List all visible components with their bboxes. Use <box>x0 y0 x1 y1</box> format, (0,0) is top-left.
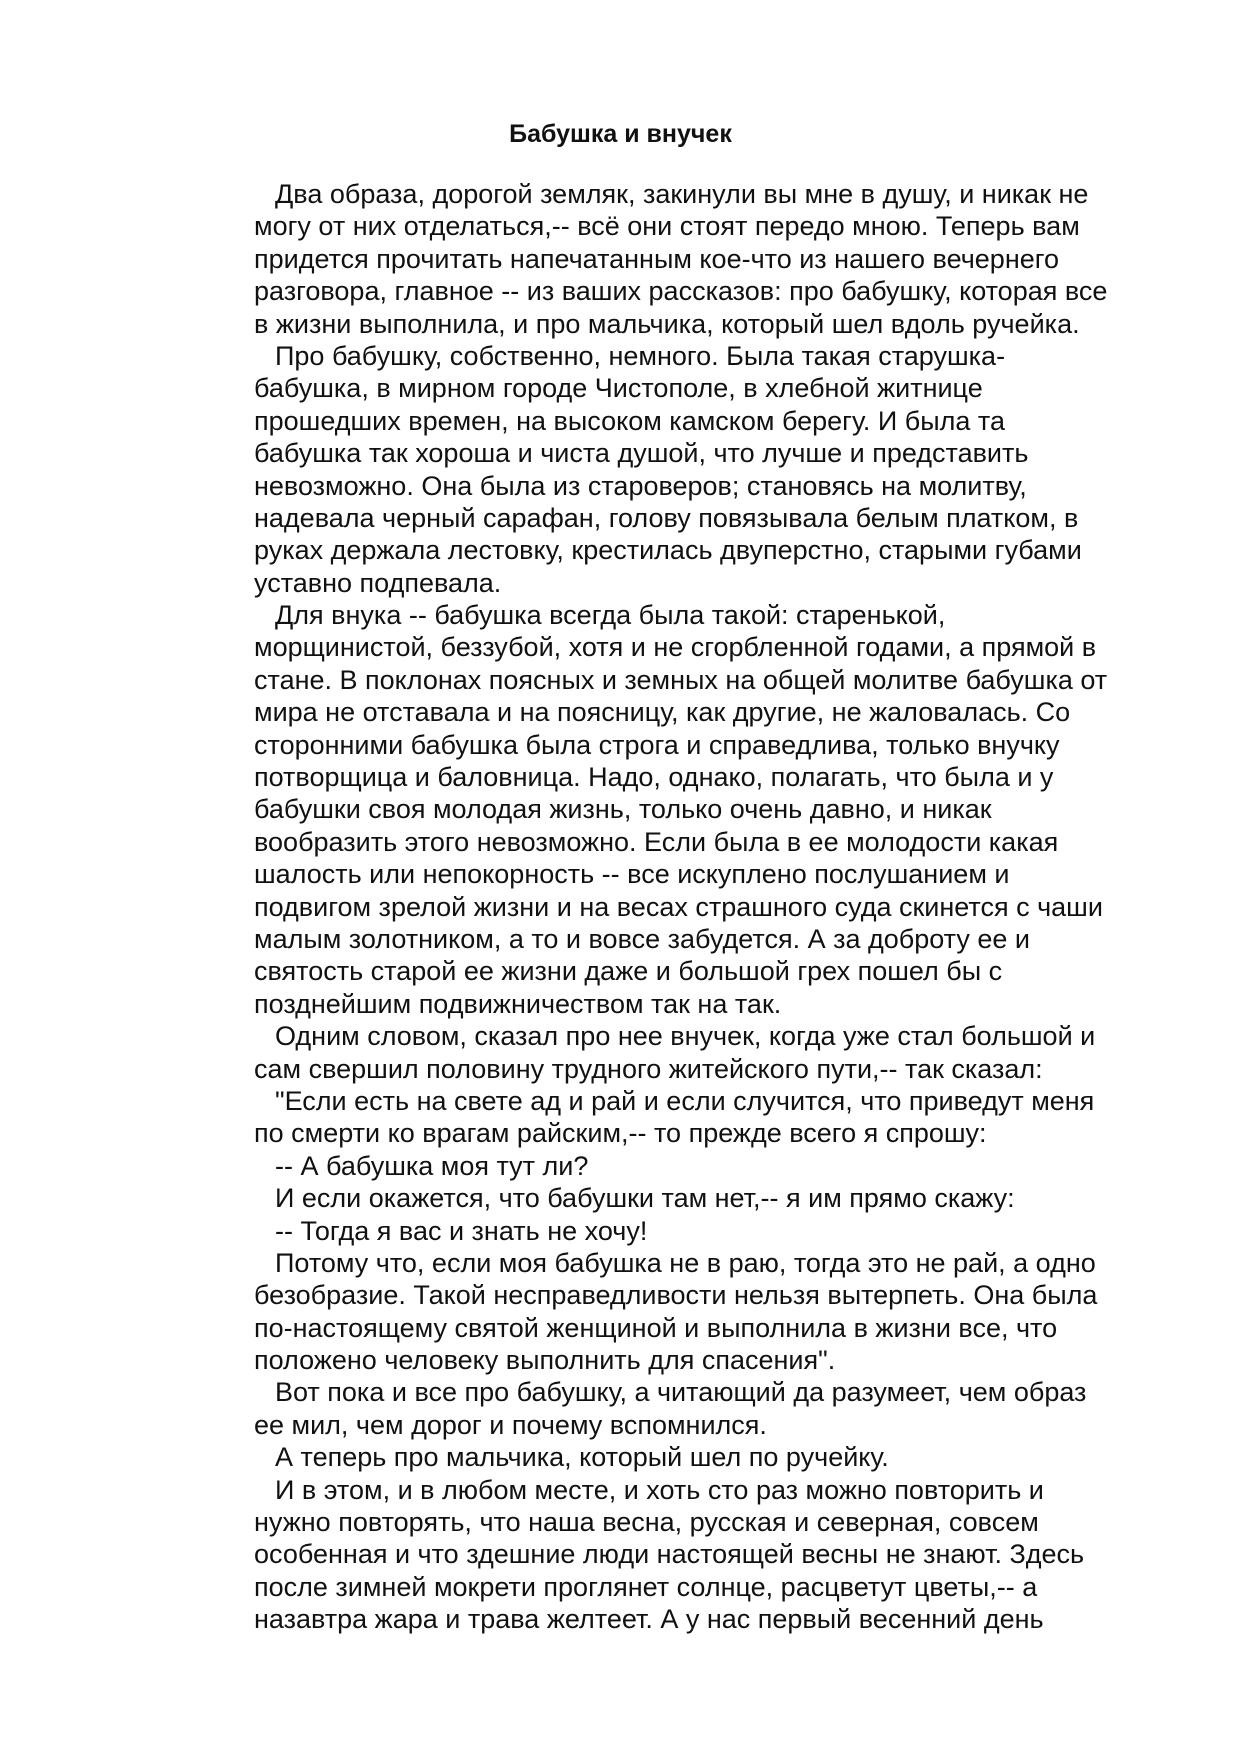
text-line: И если окажется, что бабушки там нет,-- я им прямо скажу: <box>275 1183 1015 1214</box>
text-line: безобразие. Такой несправедливости нельзя вытерпеть. Она была <box>254 1280 1098 1311</box>
text-line: Потому что, если моя бабушка не в раю, тогда это не рай, а одно <box>275 1247 1096 1278</box>
document-title: Бабушка и внучек <box>509 120 732 148</box>
text-line: сам свершил половину трудного житейского пути,-- так сказал: <box>254 1053 1043 1084</box>
text-line: А теперь про мальчика, который шел по ручейку. <box>275 1442 889 1473</box>
text-line: бабушки своя молодая жизнь, только очень давно, и никак <box>254 794 992 825</box>
text-line: придется прочитать напечатанным кое-что из нашего вечернего <box>254 243 1060 274</box>
text-line: руках держала лестовку, крестилась двуперстно, старыми губами <box>254 535 1082 566</box>
text-line: подвигом зрелой жизни и на весах страшного суда скинется с чаши <box>254 891 1103 922</box>
text-line: невозможно. Она была из староверов; становясь на молитву, <box>254 470 1027 501</box>
text-line: могу от них отделаться,-- всё они стоят передо мною. Теперь вам <box>254 211 1080 242</box>
text-line: Одним словом, сказал про нее внучек, когда уже стал большой и <box>275 1021 1096 1052</box>
text-line: сторонними бабушка была строга и справедлива, только внучку <box>254 729 1060 760</box>
text-line: после зимней мокрети проглянет солнце, расцветут цветы,-- а <box>254 1571 1038 1602</box>
text-line: надевала черный сарафан, голову повязывала белым платком, в <box>254 502 1079 533</box>
text-line: стане. В поклонах поясных и земных на общей молитве бабушка от <box>254 664 1108 695</box>
text-line: вообразить этого невозможно. Если была в ее молодости какая <box>254 826 1059 857</box>
text-line: ее мил, чем дорог и почему вспомнился. <box>254 1409 767 1440</box>
text-line: святость старой ее жизни даже и большой грех пошел бы с <box>254 956 1003 987</box>
text-line: в жизни выполнила, и про мальчика, который шел вдоль ручейка. <box>254 308 1080 339</box>
text-line: И в этом, и в любом месте, и хоть сто раз можно повторить и <box>275 1474 1044 1505</box>
text-line: Про бабушку, собственно, немного. Была такая старушка- <box>275 340 1006 371</box>
text-line: Для внука -- бабушка всегда была такой: старенькой, <box>275 600 946 631</box>
text-line: "Если есть на свете ад и рай и если случится, что приведут меня <box>275 1085 1095 1116</box>
text-line: бабушка, в мирном городе Чистополе, в хлебной житнице <box>254 373 983 404</box>
text-line: позднейшим подвижничеством так на так. <box>254 988 782 1019</box>
text-line: -- А бабушка моя тут ли? <box>275 1150 589 1181</box>
text-line: нужно повторять, что наша весна, русская и северная, совсем <box>254 1507 1039 1538</box>
text-line: разговора, главное -- из ваших рассказов: про бабушку, которая все <box>254 276 1108 307</box>
text-line: Вот пока и все про бабушку, а читающий да разумеет, чем образ <box>275 1377 1087 1408</box>
text-line: положено человеку выполнить для спасения". <box>254 1345 836 1376</box>
text-line: по-настоящему святой женщиной и выполнила в жизни все, что <box>254 1312 1058 1343</box>
text-line: малым золотником, а то и вовсе забудется. А за доброту ее и <box>254 923 1030 954</box>
document-body <box>254 178 1154 1636</box>
text-line: назавтра жара и трава желтеет. А у нас первый весенний день <box>254 1604 1044 1635</box>
text-line: мира не отставала и на поясницу, как другие, не жаловалась. Со <box>254 697 1071 728</box>
text-line: особенная и что здешние люди настоящей весны не знают. Здесь <box>254 1539 1085 1570</box>
text-line: шалость или непокорность -- все искуплено послушанием и <box>254 859 1010 890</box>
text-line: морщинистой, беззубой, хотя и не сгорбленной годами, а прямой в <box>254 632 1097 663</box>
text-line: прошедших времен, на высоком камском берегу. И была та <box>254 405 1005 436</box>
text-line: Два образа, дорогой земляк, закинули вы мне в душу, и никак не <box>275 179 1089 209</box>
text-line: по смерти ко врагам райским,-- то прежде всего я спрошу: <box>254 1118 987 1149</box>
text-line: -- Тогда я вас и знать не хочу! <box>275 1215 648 1246</box>
text-line: потворщица и баловница. Надо, однако, полагать, что была и у <box>254 762 1054 793</box>
text-line: уставно подпевала. <box>254 567 502 598</box>
text-line: бабушка так хороша и чиста душой, что лучше и представить <box>254 438 1029 469</box>
